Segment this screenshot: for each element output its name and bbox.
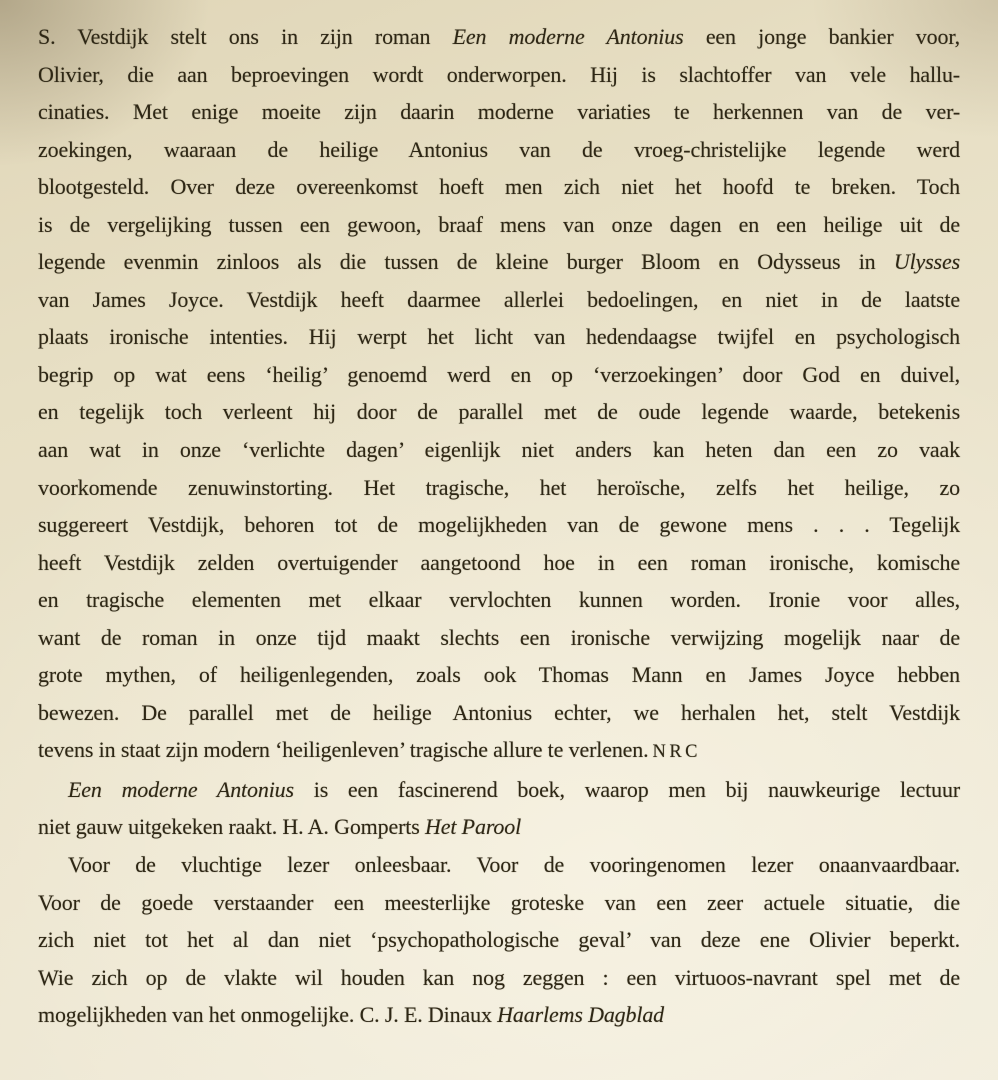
text-line: [38, 731, 960, 771]
text-line: [38, 243, 960, 281]
body-text: S. Vestdijk stelt ons in zijn roman: [38, 24, 453, 49]
text-line: [38, 771, 960, 809]
body-text: van James Joyce. Vestdijk heeft daarmee allerlei bedoelingen, en niet in de laatste: [38, 286, 960, 312]
text-line: [38, 431, 960, 469]
paragraph: [38, 771, 960, 846]
body-text: suggereert Vestdijk, behoren tot de mogelijkheden van de gewone mens . . . Tegelijk: [38, 512, 960, 538]
body-text: tevens in staat zijn modern ‘heiligenleven’ tragische allure te verlenen.: [38, 737, 649, 763]
body-text: voorkomende zenuwinstorting. Het tragische, het heroïsche, zelfs het heilige, zo: [38, 474, 960, 500]
italic-text: Het Parool: [425, 814, 522, 840]
text-line: [38, 356, 960, 394]
text-line: [38, 808, 960, 846]
text-line: [38, 168, 960, 206]
italic-text: Haarlems Dagblad: [497, 1002, 665, 1028]
text-line: [38, 93, 960, 131]
body-text: begrip op wat eens ‘heilig’ genoemd werd en op ‘verzoekingen’ door God en duivel,: [38, 361, 960, 387]
body-text: zoekingen, waaraan de heilige Antonius van de vroeg-christelijke legende werd: [38, 136, 960, 162]
text-line: [38, 281, 960, 319]
body-text: zich niet tot het al dan niet ‘psychopathologische geval’ van deze ene Olivier beperkt.: [38, 927, 960, 953]
body-text: Voor de goede verstaander een meesterlijke groteske van een zeer actuele situatie, die: [38, 889, 960, 915]
text-line: [38, 846, 960, 884]
body-text: niet gauw uitgekeken raakt. H. A. Gomperts: [38, 814, 426, 840]
text-line: [38, 694, 960, 732]
body-text: bewezen. De parallel met de heilige Antonius echter, we herhalen het, stelt Vestdijk: [38, 699, 960, 725]
text-line: [38, 921, 960, 959]
body-text: cinaties. Met enige moeite zijn daarin moderne variaties te herkennen van de ver-: [38, 99, 960, 125]
italic-text: Een moderne Antonius: [68, 776, 294, 802]
body-text: want de roman in onze tijd maakt slechts een ironische verwijzing mogelijk naar de: [38, 624, 960, 650]
body-text: legende evenmin zinloos als die tussen de kleine burger Bloom en Odysseus in: [38, 249, 894, 275]
text-line: [38, 393, 960, 431]
smallcaps-source: NRC: [652, 741, 701, 762]
text-line: [38, 996, 960, 1034]
text-line: [38, 131, 960, 169]
body-text: en tegelijk toch verleent hij door de parallel met de oude legende waarde, betekenis: [38, 399, 960, 425]
text-line: [38, 656, 960, 694]
italic-text: Ulysses: [893, 249, 960, 275]
text-line: [38, 206, 960, 244]
body-text: aan wat in onze ‘verlichte dagen’ eigenlijk niet anders kan heten dan een zo vaak: [38, 437, 960, 463]
text-line: [38, 581, 960, 619]
text-line: [38, 619, 960, 657]
body-text: plaats ironische intenties. Hij werpt het licht van hedendaagse twijfel en psychologisch: [38, 324, 960, 350]
body-text: Wie zich op de vlakte wil houden kan nog zeggen : een virtuoos-navrant spel met de: [38, 964, 960, 990]
text-line: [38, 18, 960, 56]
text-line: [38, 884, 960, 922]
text-line: [38, 56, 960, 94]
italic-text: Een moderne Antonius: [452, 24, 684, 49]
body-text: is een fascinerend boek, waarop men bij nauwkeurige lectuur: [293, 776, 960, 802]
body-text: blootgesteld. Over deze overeenkomst hoeft men zich niet het hoofd te breken. Toch: [38, 174, 960, 200]
body-text: is de vergelijking tussen een gewoon, braaf mens van onze dagen en een heilige uit de: [38, 211, 960, 237]
text-line: [38, 959, 960, 997]
text-line: [38, 506, 960, 544]
book-text: [38, 18, 960, 1034]
text-line: [38, 544, 960, 582]
body-text: grote mythen, of heiligenlegenden, zoals ook Thomas Mann en James Joyce hebben: [38, 662, 960, 688]
body-text: een jonge bankier voor,: [683, 24, 960, 49]
body-text: en tragische elementen met elkaar vervlochten kunnen worden. Ironie voor alles,: [38, 587, 960, 613]
body-text: heeft Vestdijk zelden overtuigender aangetoond hoe in een roman ironische, komische: [38, 549, 960, 575]
body-text: mogelijkheden van het onmogelijke. C. J. E. Dinaux: [38, 1002, 498, 1028]
body-text: Voor de vluchtige lezer onleesbaar. Voor de vooringenomen lezer onaanvaardbaar.: [68, 852, 960, 878]
text-line: [38, 318, 960, 356]
paragraph: [38, 846, 960, 1034]
text-line: [38, 469, 960, 507]
paragraph: [38, 18, 960, 771]
body-text: Olivier, die aan beproevingen wordt onderworpen. Hij is slachtoffer van vele hallu-: [38, 61, 960, 87]
